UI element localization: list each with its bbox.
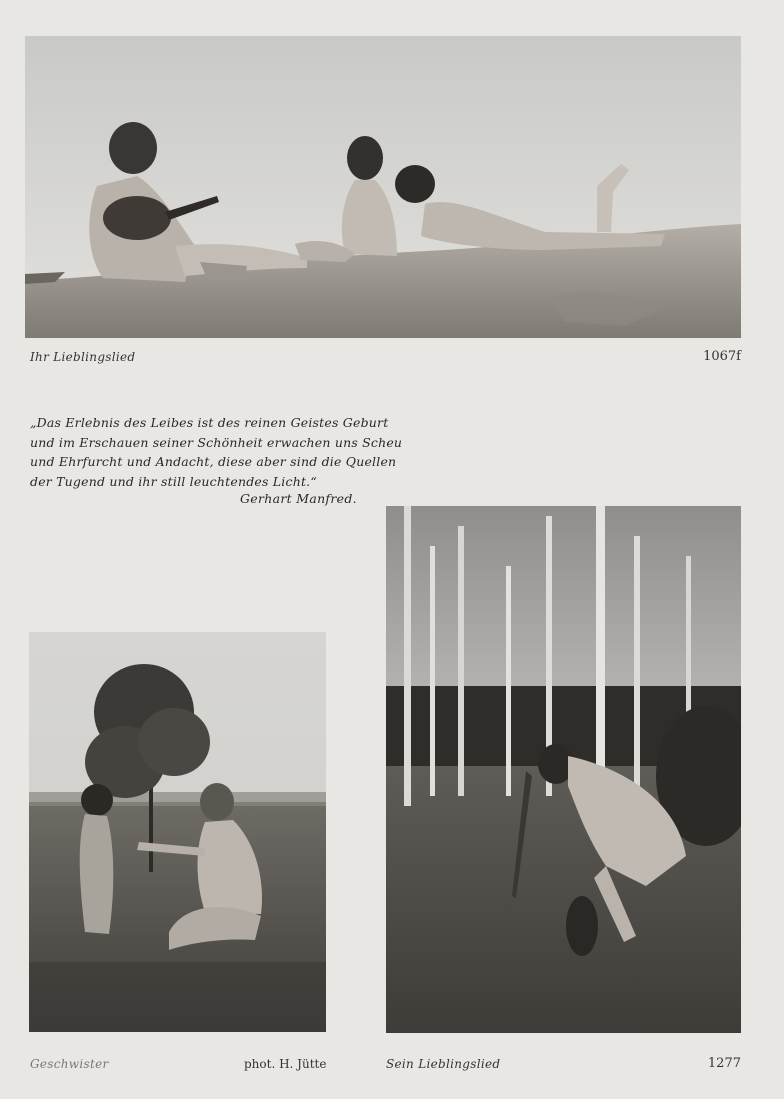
quote-author: Gerhart Manfred. — [240, 491, 357, 506]
quote-line: und im Erschauen seiner Schönheit erwachen uns Scheu — [30, 434, 403, 450]
quote-line: der Tugend und ihr still leuchtendes Licht.“ — [30, 473, 317, 489]
photographer-credit: phot. H. Jütte — [244, 1057, 327, 1071]
bottom-right-caption: Sein Lieblingslied — [386, 1057, 501, 1071]
bottom-left-caption: Geschwister — [30, 1057, 109, 1071]
quote-line: und Ehrfurcht und Andacht, diese aber sind die Quellen — [30, 454, 397, 469]
quote-line: „Das Erlebnis des Leibes ist des reinen Geistes Geburt — [30, 415, 389, 430]
photo-siblings-meadow — [29, 632, 326, 1032]
photo-birch-violin — [386, 506, 741, 1033]
photo-dune-guitar — [25, 36, 741, 338]
top-page-number: 1067f — [703, 349, 741, 364]
bottom-page-number: 1277 — [707, 1056, 741, 1071]
top-photo-caption: Ihr Lieblingslied — [30, 350, 136, 364]
quote-text — [30, 413, 403, 491]
